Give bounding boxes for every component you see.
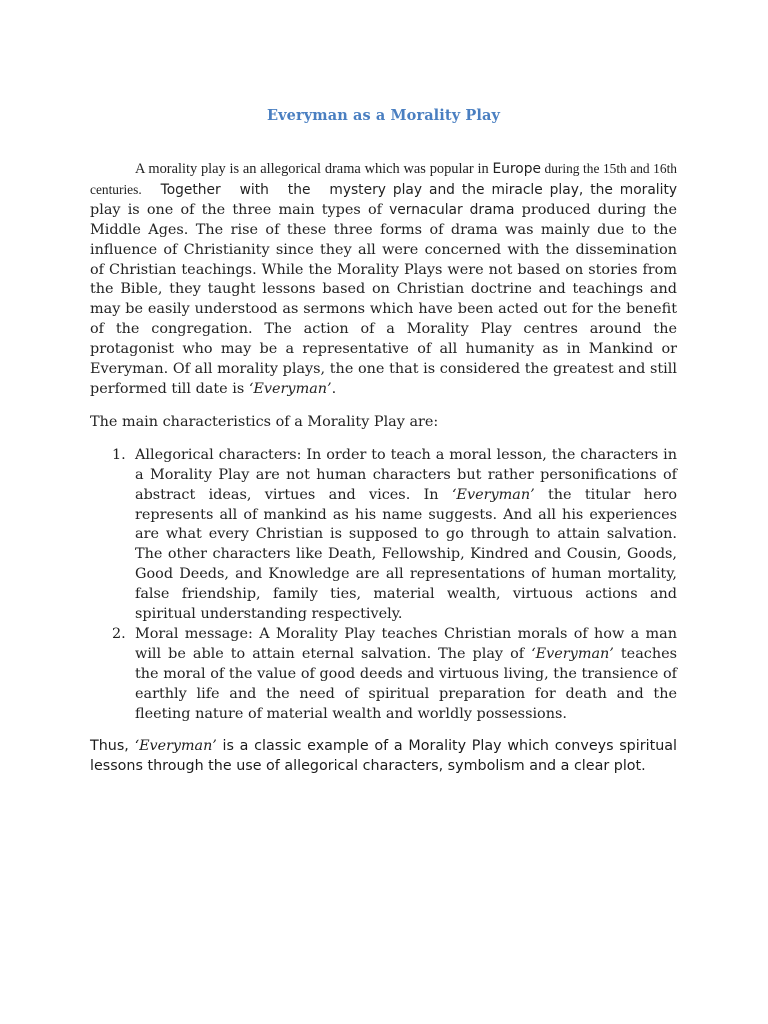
characteristics-intro: The main characteristics of a Morality Play are:	[90, 413, 439, 430]
conclusion-text-2: is a classic example of a Morality Play which conveys spiritual lessons through the use of allegorical characters, symbolism and a clear plot.	[90, 738, 677, 775]
conclusion-paragraph	[90, 737, 677, 777]
conclusion-text-1: Thus,	[90, 738, 135, 755]
document-page	[90, 0, 677, 777]
list-number: 2.	[112, 625, 126, 642]
intro-text-4: and the	[422, 181, 492, 198]
list-item-everyman: ‘Everyman’	[451, 486, 535, 503]
intro-europe: Europe	[492, 161, 541, 177]
intro-miracle-play: miracle play	[491, 181, 579, 198]
list-item-text: teaches the moral of the value of good deeds and virtuous living, the transience of earthly life and the need of spiritual preparation for death and the fleeting nature of material wealth and worldly possessions.	[135, 645, 678, 722]
intro-morality: morality	[619, 181, 678, 198]
conclusion-everyman: ‘Everyman’	[134, 738, 217, 755]
list-item-everyman: ‘Everyman’	[531, 645, 614, 662]
intro-vernacular-drama: vernacular drama	[389, 201, 515, 218]
document-title: Everyman as a Morality Play	[266, 107, 501, 124]
intro-text-2: during the 15th and 16th centuries.	[90, 161, 677, 197]
list-item	[90, 446, 677, 625]
intro-text-3: Together with the	[141, 181, 330, 198]
intro-mystery-play: mystery play	[329, 181, 423, 198]
intro-text-5: , the	[578, 181, 620, 198]
intro-text-8: .	[331, 380, 337, 397]
intro-text-6: play is one of the three main types of	[90, 201, 390, 218]
intro-text-1: A morality play is an allegorical drama which was popular in	[135, 161, 493, 177]
list-item-text: Moral message: A Morality Play teaches Christian morals of how a man will be able to attain eternal salvation. The play of	[135, 625, 677, 662]
intro-everyman: ‘Everyman’	[248, 380, 332, 397]
characteristics-list	[90, 446, 677, 725]
list-item-text: Allegorical characters: In order to teach a moral lesson, the characters in a Morality Play are not human characters but rather personifications of abstract ideas, virtues and vices. In	[135, 446, 677, 503]
list-item-text: the titular hero represents all of mankind as his name suggests. And all his experiences are what every Christian is supposed to go through to attain salvation. The other characters like Death, Fellowship, Kindred and Cousin, Goods, Good Deeds, and Knowledge are all representations of human mortality, false friendship, family ties, material wealth, virtuous actions and spiritual understanding respectively.	[135, 486, 678, 623]
intro-text-7: produced during the Middle Ages. The rise of these three forms of drama was mainly due to the influence of Christianity since they all were concerned with the dissemination of Christian teachings. While the Morality Plays were not based on stories from the Bible, they taught lessons based on Christian doctrine and teachings and may be easily understood as sermons which have been acted out for the benefit of the congregation. The action of a Morality Play centres around the protagonist who may be a representative of all humanity as in Mankind or Everyman. Of all morality plays, the one that is considered the greatest and still performed till date is	[90, 201, 677, 397]
list-item	[90, 625, 677, 725]
intro-paragraph	[90, 159, 677, 400]
list-number: 1.	[112, 446, 126, 463]
